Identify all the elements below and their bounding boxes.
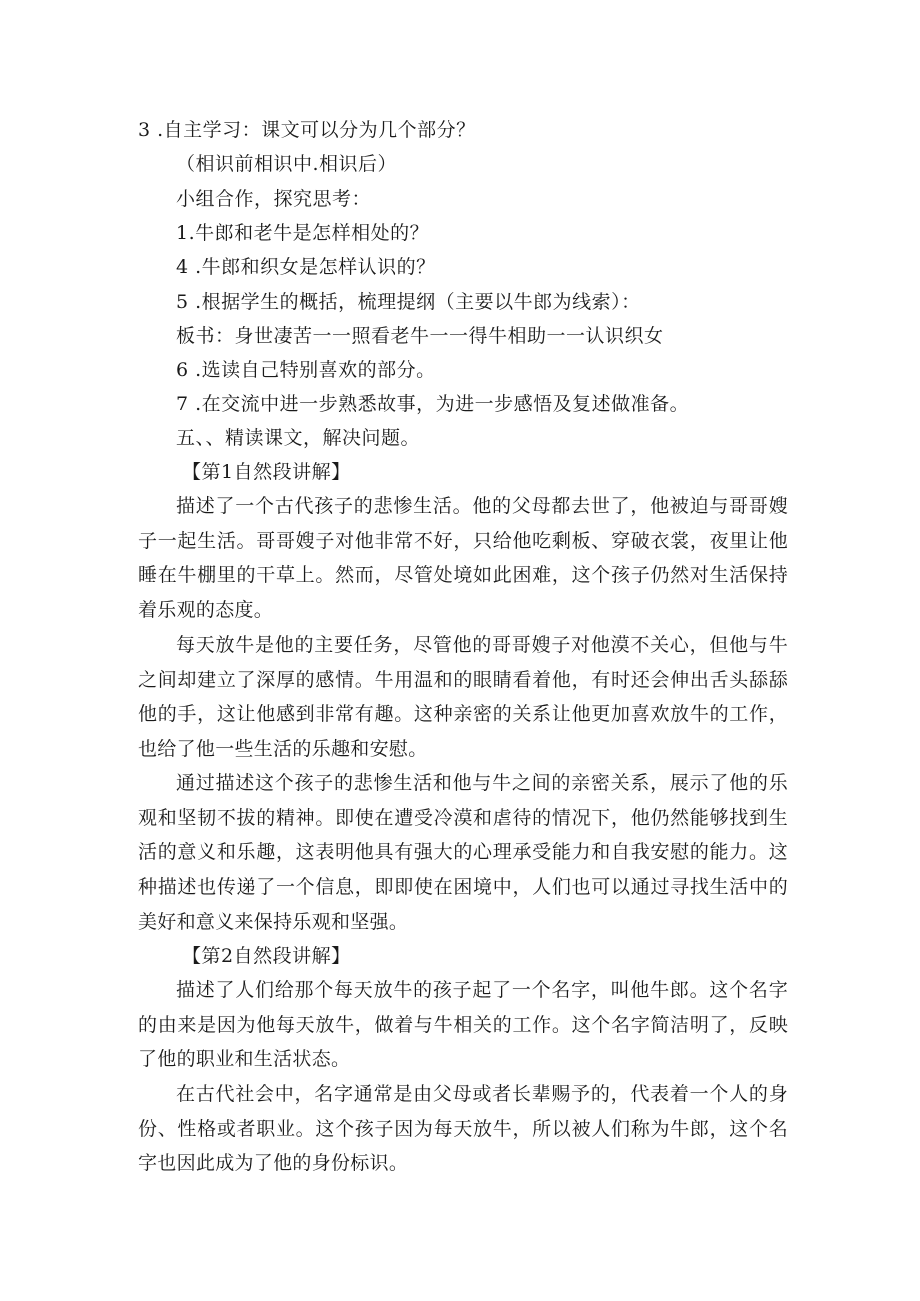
paragraph-2-text-1: 描述了人们给那个每天放牛的孩子起了一个名字，叫他牛郎。这个名字的由来是因为他每天放牛，做着与牛相关的工作。这个名字简洁明了，反映了他的职业和生活状态。	[138, 979, 788, 1071]
item-7-discussion: 7 .在交流中进一步熟悉故事，为进一步感悟及复述做准备。	[176, 393, 690, 415]
paragraph-1-heading: 【第1自然段讲解】	[182, 461, 351, 483]
group-work-heading: 小组合作，探究思考：	[176, 188, 372, 210]
item-5-outline: 5 .根据学生的概括，梳理提纲（主要以牛郎为线索）：	[176, 291, 641, 313]
question-1: 1.牛郎和老牛是怎样相处的？	[176, 222, 430, 244]
item-3-self-study: 3 .自主学习：课文可以分为几个部分？	[138, 119, 476, 141]
paragraph-2-heading: 【第2自然段讲解】	[182, 945, 351, 967]
question-4: 4 .牛郎和织女是怎样认识的？	[176, 256, 436, 278]
paragraph-1-text-1: 描述了一个古代孩子的悲惨生活。他的父母都去世了，他被迫与哥哥嫂子一起生活。哥哥嫂子对他非常不好，只给他吃剩板、穿破衣裳，夜里让他睡在牛棚里的干草上。然而，尽管处境如此困难，这个孩子仍然对生活保持着乐观的态度。	[138, 495, 788, 622]
blackboard-notes: 板书：身世凄苦一一照看老牛一一得牛相助一一认识织女	[176, 325, 664, 347]
item-6-reading: 6 .选读自己特别喜欢的部分。	[176, 359, 436, 381]
section-5-heading: 五、、精读课文，解决问题。	[176, 427, 421, 449]
paragraph-2-text-2: 在古代社会中，名字通常是由父母或者长辈赐予的，代表着一个人的身份、性格或者职业。这个孩子因为每天放牛，所以被人们称为牛郎，这个名字也因此成为了他的身份标识。	[138, 1083, 788, 1175]
paragraph-1-text-2: 每天放牛是他的主要任务，尽管他的哥哥嫂子对他漠不关心，但他与牛之间却建立了深厚的感情。牛用温和的眼睛看着他，有时还会伸出舌头舔舔他的手，这让他感到非常有趣。这种亲密的关系让他更加喜欢放牛的工作，也给了他一些生活的乐趣和安慰。	[138, 634, 788, 761]
paragraph-1-text-3: 通过描述这个孩子的悲惨生活和他与牛之间的亲密关系，展示了他的乐观和坚韧不拔的精神。即使在遭受冷漠和虐待的情况下，他仍然能够找到生活的意义和乐趣，这表明他具有强大的心理承受能力和自我安慰的能力。这种描述也传递了一个信息，即即使在困境中，人们也可以通过寻找生活中的美好和意义来保持乐观和坚强。	[138, 772, 788, 933]
item-parts-note: （相识前相识中.相识后）	[176, 153, 398, 175]
